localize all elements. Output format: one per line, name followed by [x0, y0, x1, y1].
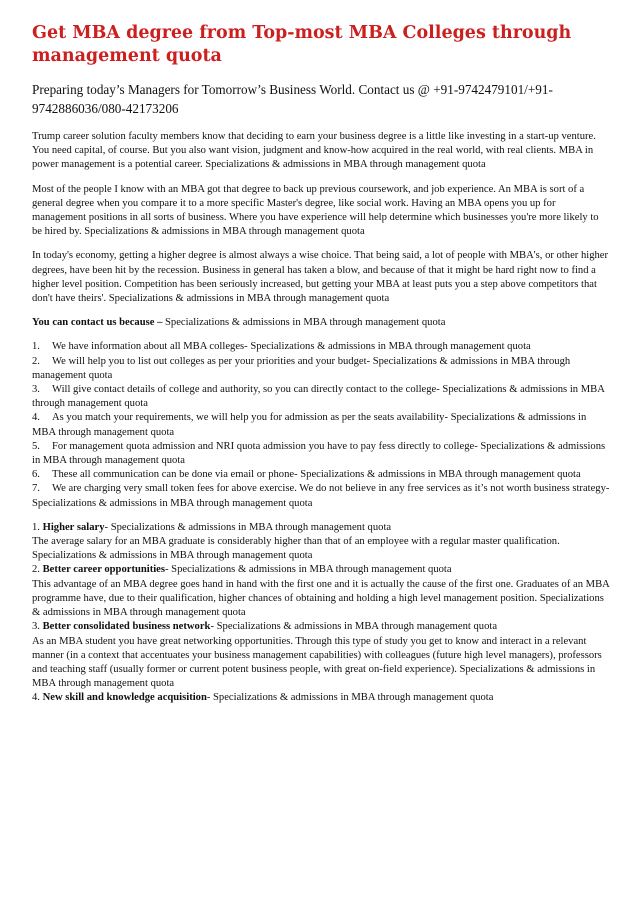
list-item: [32, 440, 610, 468]
list-text: These all communication can be done via email or phone- Specializations & admissions in MBA through management quota: [52, 469, 581, 481]
benefit-tail: - Specializations & admissions in MBA through management quota: [210, 621, 498, 633]
benefit-heading: [32, 563, 610, 577]
list-text: We have information about all MBA colleges- Specializations & admissions in MBA through management quota: [52, 341, 531, 353]
list-item: [32, 411, 610, 439]
list-item: [32, 383, 610, 411]
list-text: We are charging very small token fees for above exercise. We do not believe in any free services as it’s not worth business strategy- Specializations & admissions in MBA through management quota: [32, 483, 610, 509]
paragraph-economy: In today's economy, getting a higher degree is almost always a wise choice. That being said, a lot of people with MBA's, or other higher degrees, have been hit by the recession. Business in general has taken a blow, and because of that it might be hard right now to find a higher level position. Competition has been seriously increased, but getting your MBA at least puts you a step above competitors that don't have theirs'. Specializations & admissions in MBA through management quota: [32, 250, 609, 305]
paragraph-mba-general: Most of the people I know with an MBA got that degree to back up previous coursework, and job experience. An MBA is sort of a general degree when you compare it to a more specific Master's degree, like social work. Having an MBA opens you up for management positions in all sorts of business. Where you have experience will help determine which businesses you're more likely to be hired by. Specializations & admissions in MBA through management quota: [32, 183, 599, 238]
benefit-heading: [32, 521, 610, 535]
benefit-heading: [32, 691, 610, 705]
benefit-heading: [32, 620, 610, 634]
benefit-title: Higher salary: [42, 521, 105, 533]
benefit-body: The average salary for an MBA graduate is considerably higher than that of an employee with a regular master qualification. Specializations & admissions in MBA through management quota: [32, 536, 560, 562]
benefit-tail: - Specializations & admissions in MBA through management quota: [206, 692, 494, 704]
list-text: As you match your requirements, we will help you for admission as per the seats availability- Specializations & admissions in MBA through management quota: [32, 412, 587, 438]
paragraph-intro: Trump career solution faculty members know that deciding to earn your business degree is a little like investing in a start-up venture. You need capital, of course. But you also want vision, judgment and know-how acquired in the real world, with real clients. MBA in power management is a potential career. Specializations & admissions in MBA through management quota: [32, 131, 596, 171]
benefit-number: 3.: [32, 621, 40, 633]
benefit-body: As an MBA student you have great networking opportunities. Through this type of study you get to know and interact in a relevant manner (in a context that accentuates your business management capabilities) with colleagues (future high level managers), professors and teaching staff (usually former or current potent business people, with great on-field experience). Specializations & admissions in MBA through management quota: [32, 635, 602, 690]
list-number: 5.: [32, 440, 40, 452]
list-text: We will help you to list out colleges as per your priorities and your budget- Specializations & admissions in MBA through management quota: [32, 355, 571, 381]
page-title: Get MBA degree from Top-most MBA Colleges through management quota: [32, 23, 572, 66]
contact-reasons-heading: [32, 316, 610, 330]
list-number: 6.: [32, 469, 40, 481]
benefit-title: Better career opportunities: [42, 564, 165, 576]
reasons-list: [32, 340, 610, 510]
list-number: 3.: [32, 384, 40, 396]
benefits-list: [32, 521, 610, 706]
subtitle-contact: Preparing today’s Managers for Tomorrow’s Business World. Contact us @ +91-9742479101/+91-9742886036/080-42173206: [32, 82, 553, 116]
list-item: [32, 482, 610, 510]
benefit-tail: - Specializations & admissions in MBA through management quota: [165, 564, 452, 576]
contact-reasons-rest: Specializations & admissions in MBA through management quota: [162, 317, 446, 329]
list-number: 4.: [32, 412, 40, 424]
list-number: 1.: [32, 341, 40, 353]
list-number: 2.: [32, 355, 40, 367]
list-text: For management quota admission and NRI quota admission you have to pay fess directly to college- Specializations & admissions in MBA through management quota: [32, 440, 606, 467]
benefit-title: New skill and knowledge acquisition: [42, 692, 207, 704]
list-item: [32, 355, 610, 383]
list-text: Will give contact details of college and authority, so you can directly contact to the college- Specializations & admissions in MBA through management quota: [32, 384, 605, 410]
benefit-tail: - Specializations & admissions in MBA through management quota: [104, 521, 392, 533]
contact-reasons-bold: You can contact us because –: [32, 317, 163, 329]
benefit-title: Better consolidated business network: [42, 621, 211, 633]
list-item: [32, 340, 610, 354]
benefit-number: 4.: [32, 692, 40, 704]
benefit-number: 1.: [32, 521, 40, 533]
benefit-body: This advantage of an MBA degree goes hand in hand with the first one and it is actually the cause of the first one. Graduates of an MBA programme have, due to their qualification, higher chances of obtaining and holding a high level management position. Specializations & admissions in MBA through management quota: [32, 578, 610, 619]
list-number: 7.: [32, 483, 40, 495]
list-item: [32, 468, 610, 482]
benefit-number: 2.: [32, 564, 40, 576]
